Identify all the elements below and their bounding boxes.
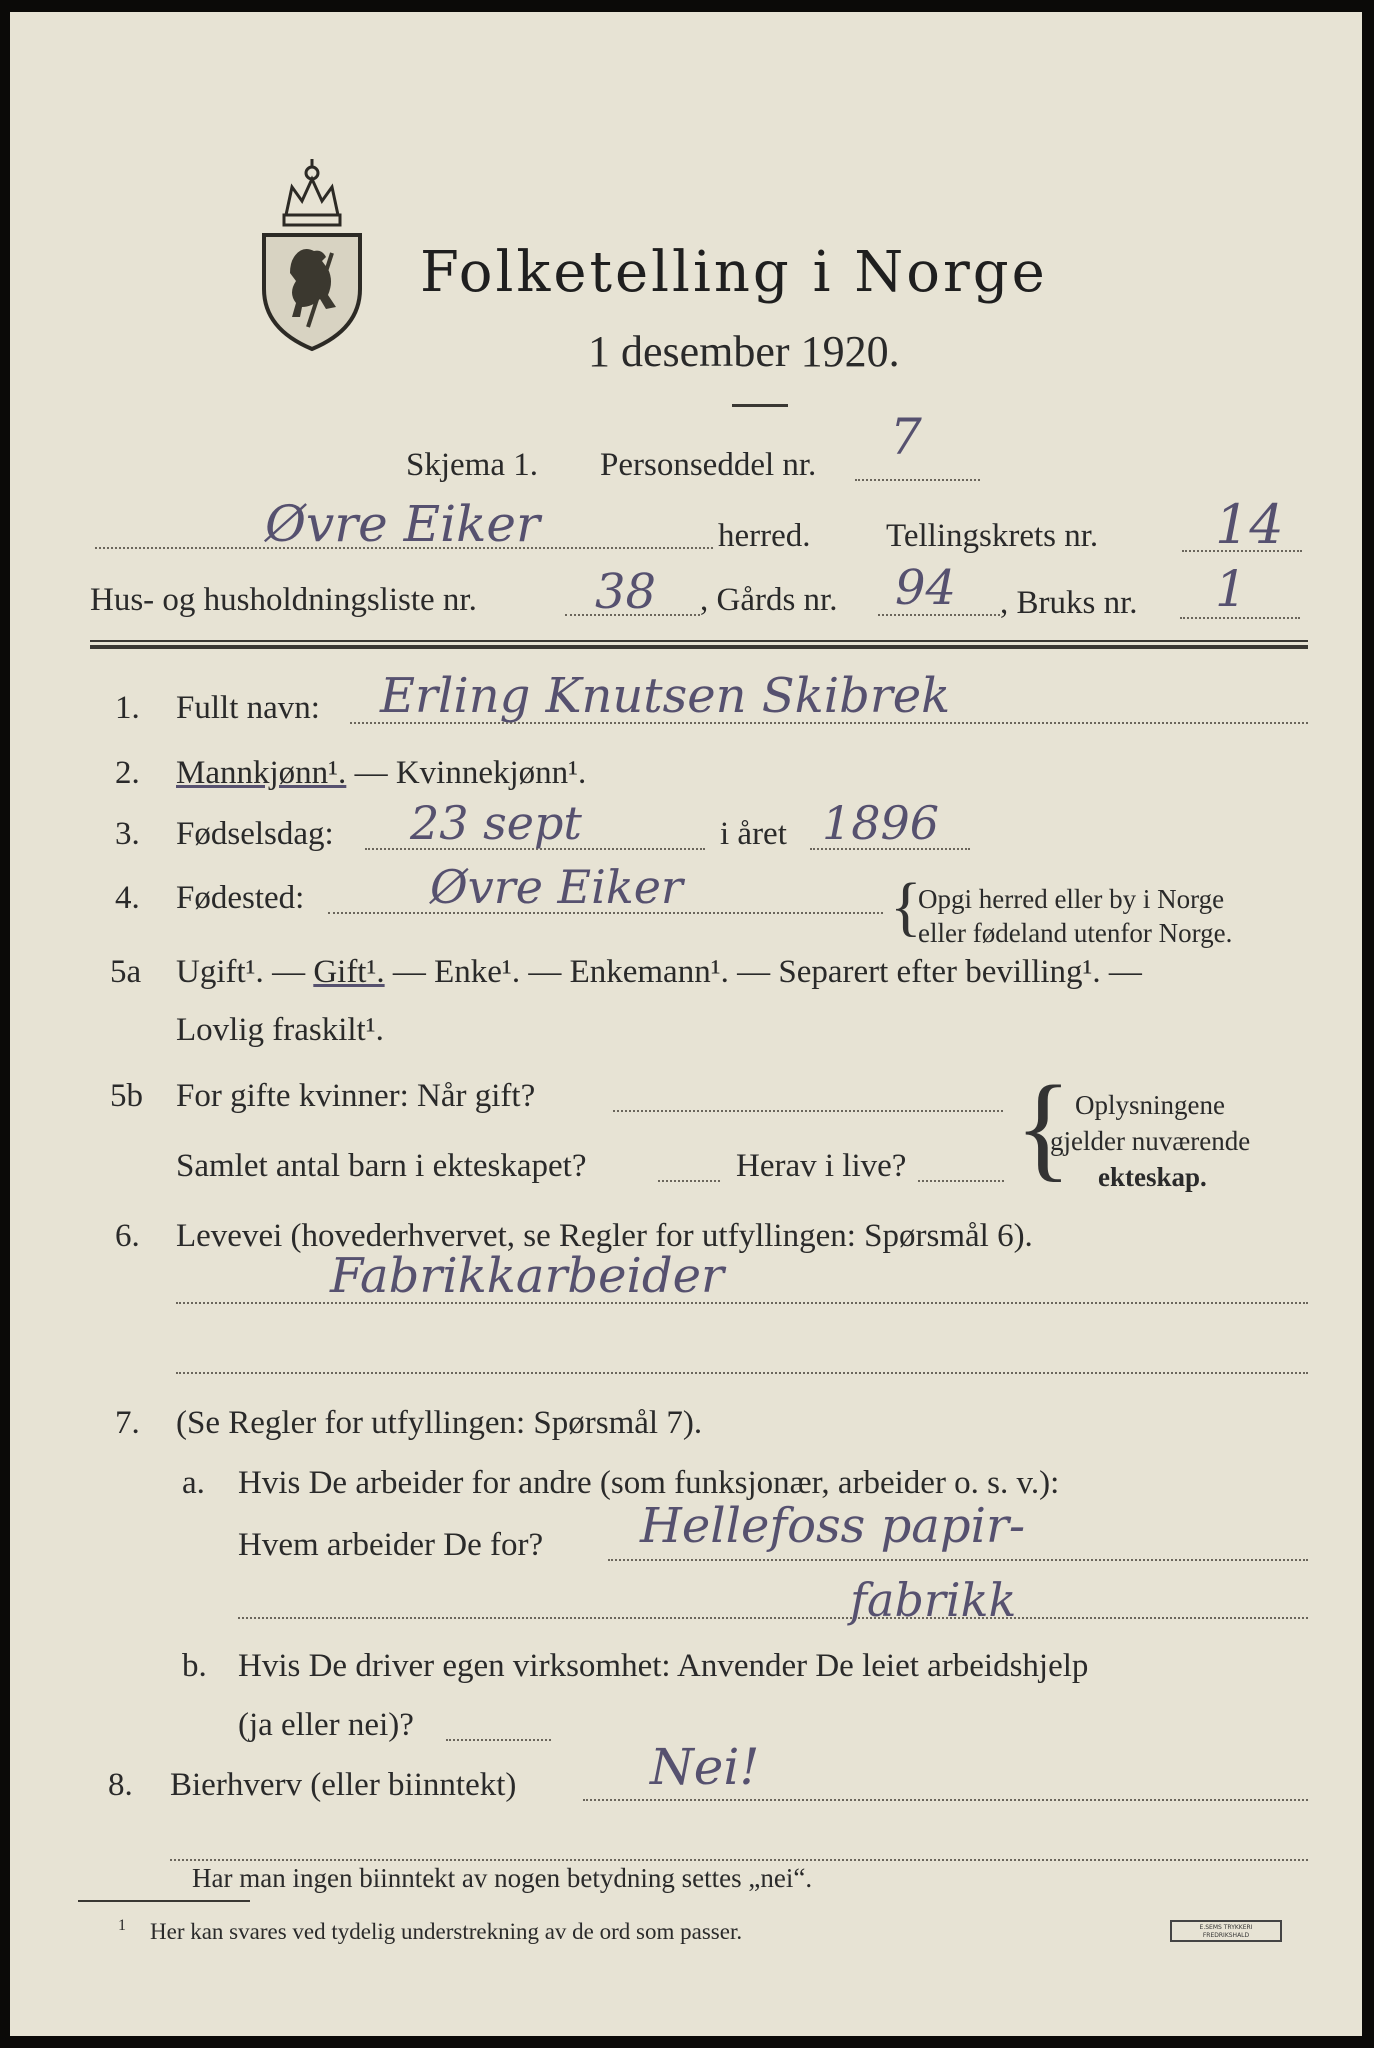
q5a-gift: Gift¹. bbox=[313, 954, 385, 990]
bruks-value: 1 bbox=[1215, 560, 1247, 618]
q5b-line1 bbox=[613, 1110, 1003, 1112]
printer-stamp-text: E.SEMS TRYKKERI FREDRIKSHALD bbox=[1199, 1924, 1253, 1939]
q8-label: Bierhverv (eller biinntekt) bbox=[170, 1767, 517, 1803]
footnote-text: Her kan svares ved tydelig understrekning av de ord som passer. bbox=[150, 1919, 743, 1944]
q7a-value2: fabrikk bbox=[850, 1573, 1017, 1627]
q4-note-line1: Opgi herred eller by i Norge bbox=[918, 884, 1225, 914]
q5b-label1: For gifte kvinner: Når gift? bbox=[176, 1078, 536, 1114]
q4-brace: { bbox=[890, 870, 922, 943]
q7-label: (Se Regler for utfyllingen: Spørsmål 7). bbox=[176, 1405, 703, 1441]
q7a-letter: a. bbox=[182, 1465, 205, 1501]
q2-female: Kvinnekjønn¹. bbox=[395, 755, 587, 791]
q5b-label3: Herav i live? bbox=[736, 1148, 907, 1184]
census-form bbox=[10, 12, 1362, 2036]
coat-of-arms-icon bbox=[256, 157, 368, 352]
q5b-line3 bbox=[918, 1180, 1004, 1182]
q8-line2 bbox=[170, 1859, 1308, 1861]
q5a-line2: Lovlig fraskilt¹. bbox=[176, 1012, 384, 1048]
q7b-letter: b. bbox=[182, 1648, 207, 1684]
q5b-label2: Samlet antal barn i ekteskapet? bbox=[176, 1148, 587, 1184]
q8-number: 8. bbox=[108, 1767, 133, 1803]
herred-label: herred. bbox=[718, 518, 811, 554]
q7b-label: Hvis De driver egen virksomhet: Anvender De leiet arbeidshjelp bbox=[238, 1648, 1089, 1684]
q7a-line2 bbox=[238, 1617, 1308, 1619]
q7b-label2: (ja eller nei)? bbox=[238, 1707, 414, 1743]
q8-line1 bbox=[583, 1799, 1308, 1801]
q1-label: Fullt navn: bbox=[176, 690, 320, 726]
footnote-mark: 1 bbox=[118, 1917, 126, 1934]
q3-label: Fødselsdag: bbox=[176, 816, 334, 852]
form-title: Folketelling i Norge bbox=[420, 240, 1048, 305]
hus-value: 38 bbox=[595, 564, 657, 620]
q3-value: 23 sept bbox=[410, 796, 582, 850]
printer-stamp bbox=[1170, 1920, 1282, 1942]
q7a-line1 bbox=[608, 1559, 1308, 1561]
q5a-options bbox=[176, 956, 1142, 989]
q5a-dash: — bbox=[263, 954, 314, 990]
tellingskrets-label: Tellingskrets nr. bbox=[886, 518, 1099, 554]
title-divider bbox=[732, 404, 788, 407]
q7a-label: Hvis De arbeider for andre (som funksjonær, arbeider o. s. v.): bbox=[238, 1465, 1060, 1501]
q6-value: Fabrikkarbeider bbox=[330, 1248, 724, 1304]
q5a-number: 5a bbox=[110, 954, 142, 990]
q5a-rest: — Enke¹. — Enkemann¹. — Separert efter bevilling¹. — bbox=[384, 954, 1142, 990]
header-divider-top bbox=[90, 640, 1308, 642]
q6-line2 bbox=[176, 1372, 1308, 1374]
q7a-value1: Hellefoss papir- bbox=[640, 1498, 1026, 1554]
header-divider-bottom bbox=[90, 645, 1308, 649]
census-date: 1 desember 1920. bbox=[588, 327, 900, 376]
q5b-brace: { bbox=[1015, 1061, 1072, 1192]
hus-label: Hus- og husholdningsliste nr. bbox=[90, 582, 477, 618]
q1-number: 1. bbox=[115, 690, 140, 726]
personseddel-value: 7 bbox=[890, 408, 922, 466]
q4-label: Fødested: bbox=[176, 880, 305, 916]
bruks-label: , Bruks nr. bbox=[1000, 585, 1138, 621]
q6-number: 6. bbox=[115, 1218, 140, 1254]
q3-year-value: 1896 bbox=[822, 796, 940, 850]
q5a-ugift: Ugift¹. bbox=[176, 954, 264, 990]
herred-value: Øvre Eiker bbox=[265, 495, 540, 553]
q4-value: Øvre Eiker bbox=[430, 860, 683, 914]
q2-number: 2. bbox=[115, 755, 140, 791]
personseddel-label: Personseddel nr. bbox=[600, 447, 817, 483]
q8-value: Nei! bbox=[650, 1738, 760, 1796]
q7a-label2: Hvem arbeider De for? bbox=[238, 1527, 544, 1563]
q2-male: Mannkjønn¹. bbox=[176, 755, 347, 791]
q5b-line2 bbox=[658, 1180, 720, 1182]
gards-value: 94 bbox=[895, 560, 957, 616]
q3-year-label: i året bbox=[720, 816, 787, 852]
footer-note: Har man ingen biinntekt av nogen betydning settes „nei“. bbox=[192, 1863, 813, 1893]
q3-number: 3. bbox=[115, 816, 140, 852]
q5b-note1: Oplysningene bbox=[1075, 1090, 1225, 1120]
q6-label: Levevei (hovederhvervet, se Regler for utfyllingen: Spørsmål 6). bbox=[176, 1218, 1033, 1254]
q2-separator: — bbox=[346, 755, 396, 791]
gards-label: , Gårds nr. bbox=[700, 582, 838, 618]
q5b-number: 5b bbox=[110, 1078, 143, 1114]
q4-note-line2: eller fødeland utenfor Norge. bbox=[918, 918, 1233, 948]
q2-options bbox=[176, 757, 586, 790]
personseddel-line bbox=[855, 479, 980, 481]
tellingskrets-value: 14 bbox=[1215, 493, 1284, 556]
q7-number: 7. bbox=[115, 1405, 140, 1441]
q5b-note3: ekteskap. bbox=[1098, 1162, 1207, 1192]
q5b-note2: gjelder nuværende bbox=[1050, 1126, 1251, 1156]
q4-number: 4. bbox=[115, 880, 140, 916]
q7b-line bbox=[446, 1739, 551, 1741]
q1-value: Erling Knutsen Skibrek bbox=[380, 668, 951, 724]
skjema-label: Skjema 1. bbox=[406, 447, 538, 483]
footnote-divider bbox=[78, 1900, 250, 1902]
